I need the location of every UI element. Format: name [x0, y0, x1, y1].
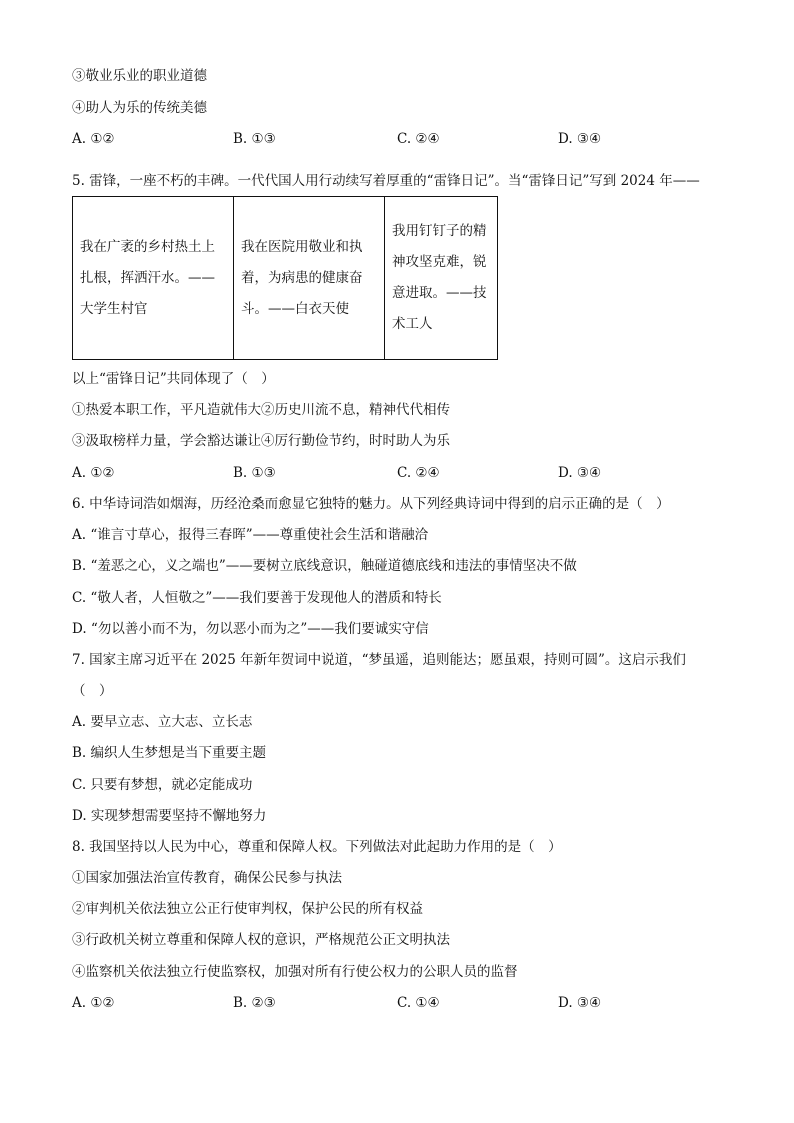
q5-option-d[interactable]: D. ③④ — [558, 465, 602, 481]
q4-item-4: ④助人为乐的传统美德 — [72, 100, 207, 116]
q5-diary-cell-nurse: 我在医院用敬业和执着，为病患的健康奋斗。——白衣天使 — [234, 197, 385, 360]
q4-item-3: ③敬业乐业的职业道德 — [72, 68, 207, 84]
q5-items-line-1: ①热爱本职工作，平凡造就伟大②历史川流不息，精神代代相传 — [72, 402, 450, 418]
q5-question: 以上“雷锋日记”共同体现了（ ） — [72, 371, 275, 387]
q7-option-c[interactable]: C. 只要有梦想，就必定能成功 — [72, 777, 253, 793]
q8-item-3: ③行政机关树立尊重和保障人权的意识，严格规范公正文明执法 — [72, 932, 450, 948]
q8-option-a[interactable]: A. ①② — [72, 995, 115, 1011]
q5-diary-table — [72, 196, 498, 360]
q6-option-a[interactable]: A. “谁言寸草心，报得三春晖”——尊重使社会生活和谐融洽 — [72, 527, 429, 543]
q6-stem: 6. 中华诗词浩如烟海，历经沧桑而愈显它独特的魅力。从下列经典诗词中得到的启示正确的是（ ） — [72, 496, 670, 512]
q7-option-d[interactable]: D. 实现梦想需要坚持不懈地努力 — [72, 808, 267, 824]
q5-option-b[interactable]: B. ①③ — [233, 465, 276, 481]
q8-item-1: ①国家加强法治宣传教育，确保公民参与执法 — [72, 870, 342, 886]
q4-option-c[interactable]: C. ②④ — [397, 131, 440, 147]
q4-option-b[interactable]: B. ①③ — [233, 131, 276, 147]
q5-option-c[interactable]: C. ②④ — [397, 465, 440, 481]
q6-option-c[interactable]: C. “敬人者，人恒敬之”——我们要善于发现他人的潜质和特长 — [72, 590, 442, 606]
q7-option-a[interactable]: A. 要早立志、立大志、立长志 — [72, 714, 253, 730]
q7-option-b[interactable]: B. 编织人生梦想是当下重要主题 — [72, 745, 267, 761]
q8-item-2: ②审判机关依法独立公正行使审判权，保护公民的所有权益 — [72, 901, 423, 917]
q4-option-a[interactable]: A. ①② — [72, 131, 115, 147]
q8-stem: 8. 我国坚持以人民为中心，尊重和保障人权。下列做法对此起助力作用的是（ ） — [72, 839, 562, 855]
q7-stem-line-2: （ ） — [72, 683, 113, 699]
q6-option-b[interactable]: B. “羞恶之心，义之端也”——要树立底线意识，触碰道德底线和违法的事情坚决不做 — [72, 558, 577, 574]
q8-option-b[interactable]: B. ②③ — [233, 995, 276, 1011]
q5-items-line-2: ③汲取榜样力量，学会豁达谦让④厉行勤俭节约，时时助人为乐 — [72, 433, 450, 449]
q8-option-d[interactable]: D. ③④ — [558, 995, 602, 1011]
q5-diary-cell-village-official: 我在广袤的乡村热土上扎根，挥洒汗水。——大学生村官 — [73, 197, 234, 360]
q5-diary-cell-technician: 我用钉钉子的精神攻坚克难，锐意进取。——技术工人 — [385, 197, 498, 360]
q8-item-4: ④监察机关依法独立行使监察权，加强对所有行使公权力的公职人员的监督 — [72, 964, 518, 980]
q6-option-d[interactable]: D. “勿以善小而不为，勿以恶小而为之”——我们要诚实守信 — [72, 621, 429, 637]
q5-option-a[interactable]: A. ①② — [72, 465, 115, 481]
q7-stem-line-1: 7. 国家主席习近平在 2025 年新年贺词中说道，“梦虽遥，追则能达；愿虽艰，持则可圆”。这启示我们 — [72, 652, 686, 668]
q4-option-d[interactable]: D. ③④ — [558, 131, 602, 147]
q5-stem: 5. 雷锋，一座不朽的丰碑。一代代国人用行动续写着厚重的“雷锋日记”。当“雷锋日记”写到 2024 年—— — [72, 173, 700, 189]
q8-option-c[interactable]: C. ①④ — [397, 995, 440, 1011]
